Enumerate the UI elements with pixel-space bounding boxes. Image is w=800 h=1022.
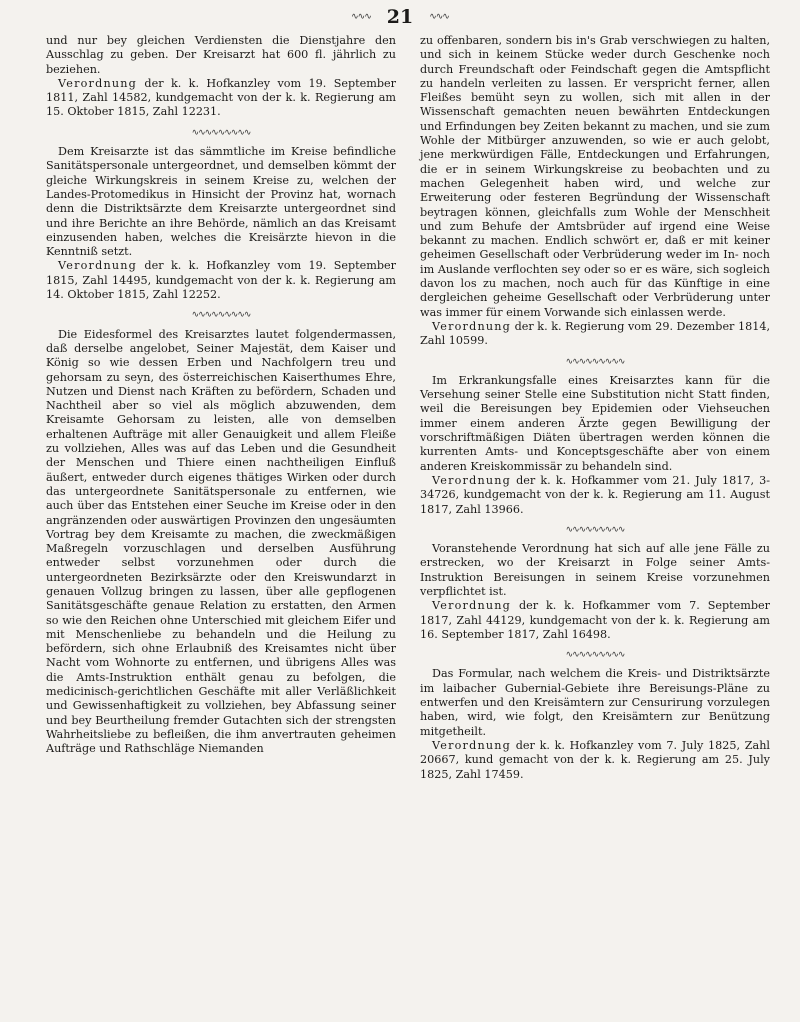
- oath-paragraph-continued: zu offenbaren, sondern bis in's Grab verschwiegen zu halten, und sich in keinem Stücke weder durch Geschenke noch durch Freundschaft oder Feindschaft gegen die Amtspflicht zu handeln verleiten zu lassen. Er verspricht ferner, allen Fleißes bemüht seyn zu wollen, sich mit allen in der Wissenschaft gemachten neuen bewährten Entdeckungen und Erfindungen bey Zeiten bekannt zu machen, und sie zum Wohle der Mitbürger anzuwenden, so wie er auch gelobt, jene merkwürdigen Fälle, Entdeckungen und Erfahrungen, die er in seinem Wirkungskreise zu beobachten und zu machen Gelegenheit haben wird, und welche zur Erweiterung oder festeren Begründung der Wissenschaft beytragen können, gleichfalls zum Wohle der Menschheit und zum Behufe der Amtsbrüder auf irgend eine Weise bekannt zu machen. Endlich schwört er, daß er mit keiner geheimen Gesellschaft oder Verbrüderung weder im In- noch im Auslande verflochten sey oder so er es wäre, sich sogleich davon los zu machen, noch auch für das Künftige in eine dergleichen geheime Gesellschaft oder Verbrüderung unter was immer für einem Vorwande sich einlassen werde.: [420, 34, 770, 319]
- decree-detail: der k. k. Hofkanzley vom 19. September 1815, Zahl 14495, kundgemacht von der k. k. Regierung am 14. Oktober 1815, Zahl 12252.: [46, 259, 396, 302]
- decree-lead: Verordnung: [58, 259, 138, 273]
- decree-detail: der k. k. Hofkanzley vom 19. September 1811, Zahl 14582, kundgemacht von der k. k. Regierung am 15. Oktober 1815, Zahl 12231.: [46, 76, 396, 119]
- decree-detail: der k. k. Hofkammer vom 7. September 1817, Zahl 44129, kundgemacht von der k. k. Regierung am 16. September 1817, Zahl 16498.: [420, 599, 770, 641]
- separator: ∿∿∿∿∿∿∿∿∿: [565, 356, 625, 367]
- decree-lead: Verordnung: [432, 319, 512, 333]
- oath-paragraph: Die Eidesformel des Kreisarztes lautet folgendermassen, daß derselbe angelobet, Seiner Majestät, dem Kaiser und König so wie dessen Erben und Nachfolgern treu und gehorsam zu seyn, des österreichischen Kaiserthumes Ehre, Nutzen und Dienst nach Kräften zu befördern, Schaden und Nachtheil aber so viel als möglich abzuwenden, dem Kreisamte Gehorsam zu leisten, alle von demselben erhaltenen Aufträge mit aller Genauigkeit und allem Fleiße zu vollziehen, Alles was auf das Leben und die Gesundheit der Menschen und Thiere einen nachtheiligen Einfluß äußert, entweder durch eigenes thätiges Wirken oder durch das untergeordnete Sanitätspersonale zu entfernen, wie auch über das Entstehen einer Seuche im Kreise oder in den angränzenden oder auswärtigen Provinzen den ungesäumten Vortrag bey dem Kreisamte zu machen, die zweckmäßigen Maßregeln vorzuschlagen und derselben Ausführung entweder selbst vorzunehmen oder durch die untergeordneten Bezirksärzte oder den Kreiswundarzt in genauen Vollzug bringen zu lassen, über alle gepflogenen Sanitätsgeschäfte genaue Relation zu erstatten, den Armen so wie den Reichen ohne Unterschied mit gleichem Eifer und mit Menschenliebe zu behandeln und die Heilung zu befördern, sich ohne Erlaubniß des Kreisamtes nicht über Nacht vom Wohnorte zu entfernen, und übrigens Alles was die Amts-Instruktion enthält genau zu befolgen, die medicinisch-gerichtlichen Geschäfte mit aller Verläßlichkeit und Gewissenhaftigkeit zu vollziehen, bey Abfassung seiner und bey Beurtheilung fremder Gutachten sich der strengsten Wahrheitsliebe zu befleißen, die ihm anvertrauten geheimen Aufträge und Rathschläge Niemanden: [46, 327, 396, 756]
- header-ornament-right: ∿∿∿: [429, 12, 449, 22]
- right-column: [420, 34, 770, 782]
- decree-lead: Verordnung: [432, 599, 512, 613]
- paragraph: und nur bey gleichen Verdiensten die Dienstjahre den Ausschlag zu geben. Der Kreisarzt hat 600 fl. jährlich zu beziehen.: [46, 34, 396, 76]
- separator: ∿∿∿∿∿∿∿∿∿: [191, 127, 251, 138]
- decree-detail: der k. k. Regierung vom 29. Dezember 1814, Zahl 10599.: [420, 319, 770, 348]
- separator: ∿∿∿∿∿∿∿∿∿: [565, 524, 625, 535]
- decree-lead: Verordnung: [432, 738, 512, 752]
- page-header: [0, 4, 800, 30]
- decree-reference: [420, 739, 770, 782]
- decree-reference: [46, 259, 396, 302]
- decree-detail: der k. k. Hofkammer vom 21. July 1817, 3-34726, kundgemacht von der k. k. Regierung am 11. August 1817, Zahl 13966.: [420, 473, 770, 516]
- paragraph: Das Formular, nach welchem die Kreis- und Distriktsärzte im laibacher Gubernial-Gebiete ihre Bereisungs-Pläne zu entwerfen und den Kreisämtern zur Censurirung vorzulegen haben, wird, wie folgt, den Kreisämtern zur Benützung mitgetheilt.: [420, 667, 770, 738]
- paragraph: Voranstehende Verordnung hat sich auf alle jene Fälle zu erstrecken, wo der Kreisarzt in Folge seiner Amts-Instruktion Bereisungen in seinem Kreise vorzunehmen verpflichtet ist.: [420, 542, 770, 598]
- paragraph: Dem Kreisarzte ist das sämmtliche im Kreise befindliche Sanitätspersonale untergeordnet, und demselben kömmt der gleiche Wirkungskreis in seinem Kreise zu, welchen der Landes-Protomedikus in Hinsicht der Provinz hat, wornach denn die Distriktsärzte dem Kreisarzte untergeordnet sind und ihre Berichte an ihre Behörde, nämlich an das Kreisamt einzusenden haben, welches die Kreisärzte hievon in die Kenntniß setzt.: [46, 145, 396, 259]
- decree-reference: [420, 320, 770, 349]
- decree-reference: [46, 77, 396, 120]
- separator: ∿∿∿∿∿∿∿∿∿: [191, 310, 251, 321]
- left-column: [46, 34, 396, 757]
- page-number: 21: [386, 6, 414, 28]
- decree-detail: der k. k. Hofkanzley vom 7. July 1825, Zahl 20667, kund gemacht von der k. k. Regierung am 25. July 1825, Zahl 17459.: [420, 738, 770, 781]
- header-ornament-left: ∿∿∿: [351, 12, 371, 22]
- decree-lead: Verordnung: [58, 76, 138, 90]
- decree-reference: [420, 599, 770, 642]
- decree-lead: Verordnung: [432, 473, 512, 487]
- paragraph: Im Erkrankungsfalle eines Kreisarztes kann für die Versehung seiner Stelle eine Substitution nicht Statt finden, weil die Bereisungen bey Epidemien oder Viehseuchen immer einem anderen Ärzte gegen Bewilligung der vorschriftmäßigen Diäten übertragen werden können die kurrenten Amts- und Konceptsgeschäfte aber von einem anderen Kreiskommissär zu behandeln sind.: [420, 373, 770, 473]
- separator: ∿∿∿∿∿∿∿∿∿: [565, 650, 625, 661]
- decree-reference: [420, 474, 770, 517]
